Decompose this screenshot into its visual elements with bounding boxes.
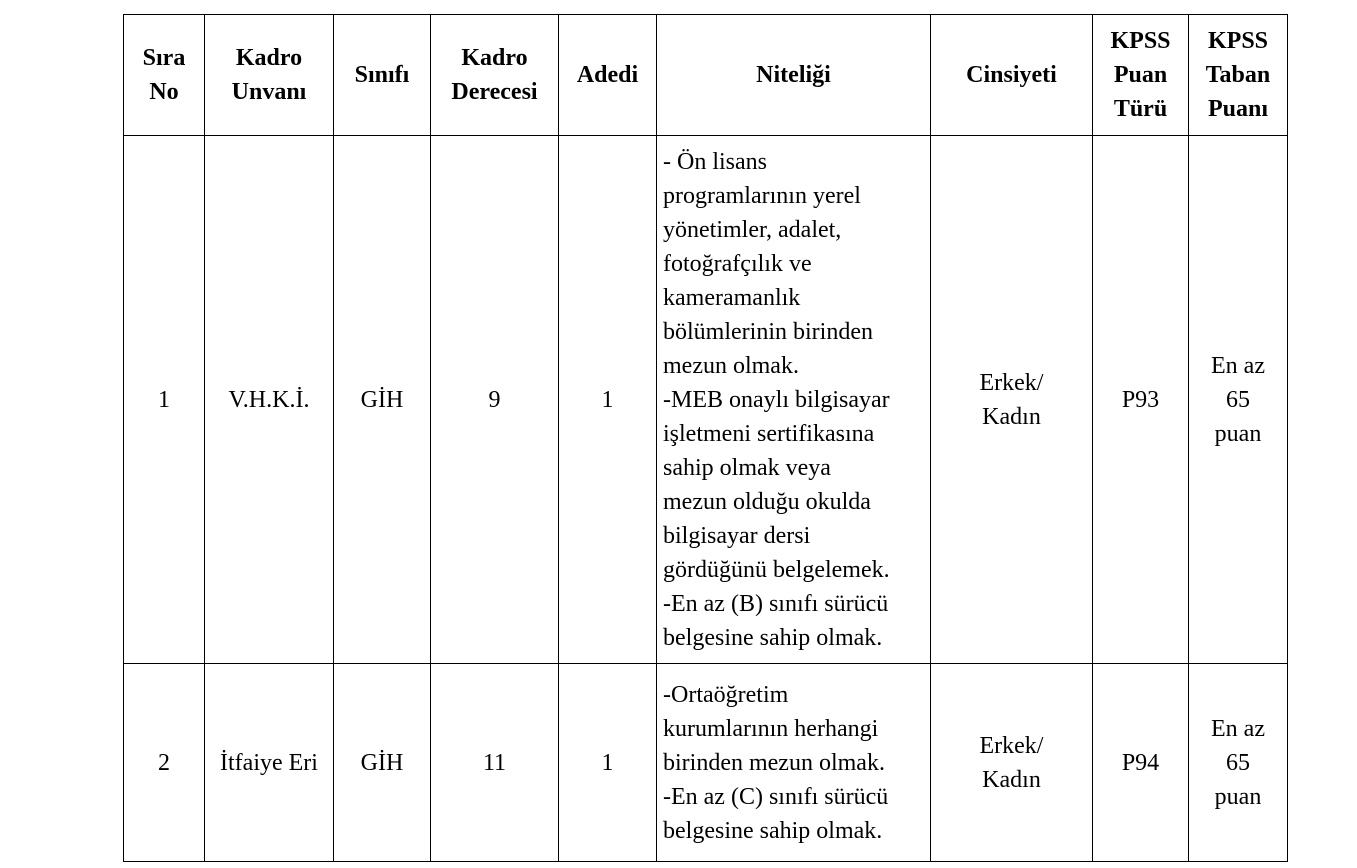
header-sira-no: Sıra No <box>124 15 205 136</box>
table-row <box>124 664 1288 862</box>
staff-table-container <box>123 14 1288 862</box>
cell-adedi: 1 <box>559 136 657 664</box>
cell-niteligi: - Ön lisans programlarının yerel yönetimler, adalet, fotoğrafçılık ve kameramanlık bölümlerinin birinden mezun olmak. -MEB onaylı bilgisayar işletmeni sertifikasına sahip olmak veya mezun olduğu okulda bilgisayar dersi gördüğünü belgelemek. -En az (B) sınıfı sürücü belgesine sahip olmak. <box>657 136 931 664</box>
cell-cinsiyeti: Erkek/ Kadın <box>931 664 1093 862</box>
staff-positions-table <box>123 14 1288 862</box>
cell-kadro-unvani: V.H.K.İ. <box>205 136 334 664</box>
header-kadro-unvani: Kadro Unvanı <box>205 15 334 136</box>
header-adedi: Adedi <box>559 15 657 136</box>
header-kpss-puan-turu: KPSS Puan Türü <box>1093 15 1189 136</box>
header-sinifi: Sınıfı <box>334 15 431 136</box>
cell-niteligi: -Ortaöğretim kurumlarının herhangi birinden mezun olmak. -En az (C) sınıfı sürücü belgesine sahip olmak. <box>657 664 931 862</box>
header-kpss-taban-puani: KPSS Taban Puanı <box>1189 15 1288 136</box>
cell-sira-no: 1 <box>124 136 205 664</box>
cell-sinifi: GİH <box>334 136 431 664</box>
header-row <box>124 15 1288 136</box>
header-kadro-derecesi: Kadro Derecesi <box>431 15 559 136</box>
cell-sinifi: GİH <box>334 664 431 862</box>
cell-kadro-derecesi: 11 <box>431 664 559 862</box>
cell-kpss-taban-puani: En az 65 puan <box>1189 664 1288 862</box>
header-niteligi: Niteliği <box>657 15 931 136</box>
cell-sira-no: 2 <box>124 664 205 862</box>
cell-adedi: 1 <box>559 664 657 862</box>
header-cinsiyeti: Cinsiyeti <box>931 15 1093 136</box>
cell-kadro-unvani: İtfaiye Eri <box>205 664 334 862</box>
table-row <box>124 136 1288 664</box>
cell-kadro-derecesi: 9 <box>431 136 559 664</box>
cell-kpss-puan-turu: P93 <box>1093 136 1189 664</box>
cell-cinsiyeti: Erkek/ Kadın <box>931 136 1093 664</box>
cell-kpss-puan-turu: P94 <box>1093 664 1189 862</box>
cell-kpss-taban-puani: En az 65 puan <box>1189 136 1288 664</box>
